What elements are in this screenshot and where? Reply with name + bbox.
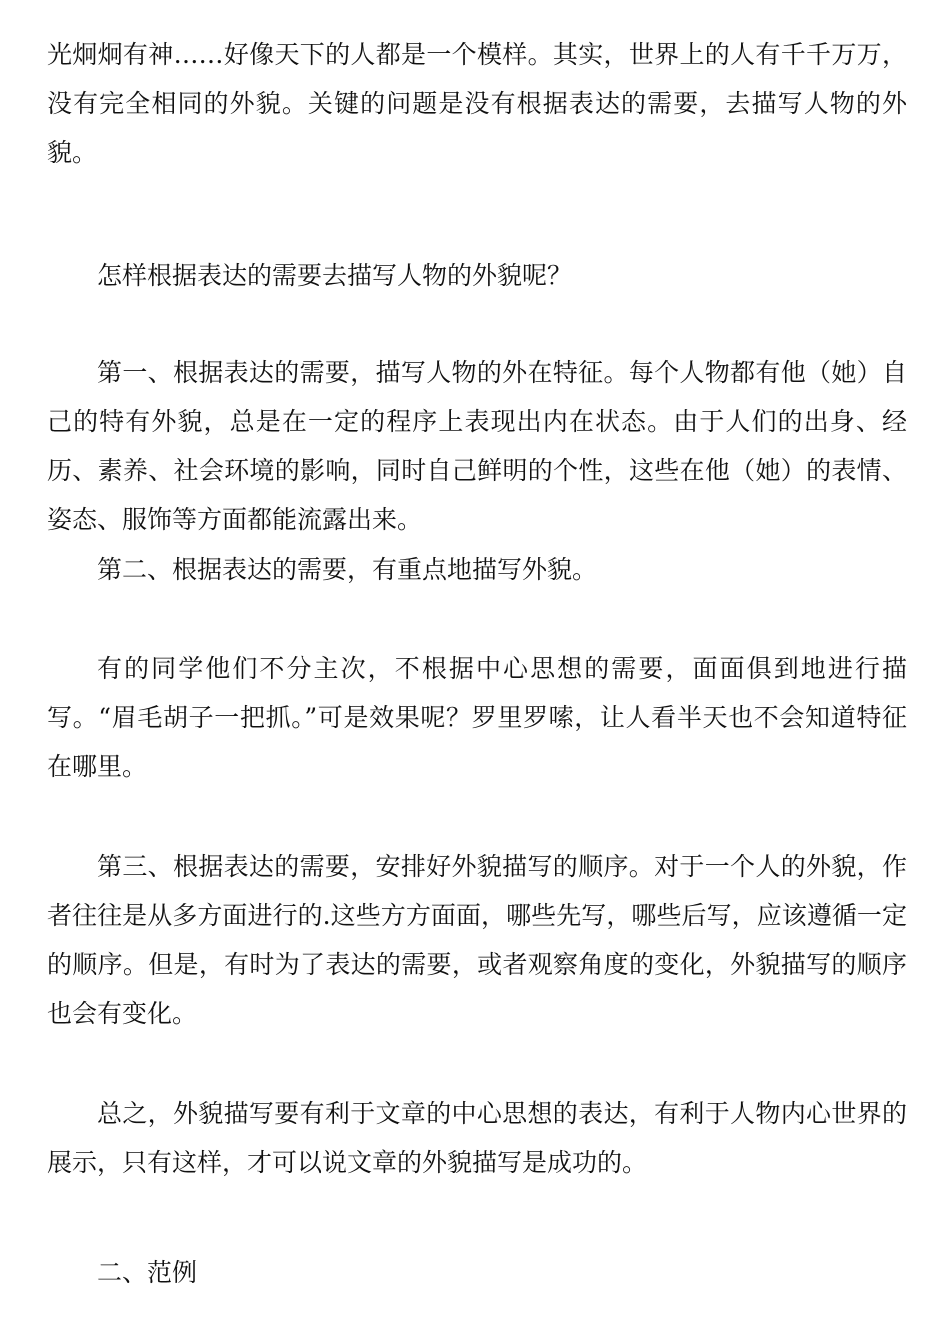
section-heading-examples: 二、范例 — [97, 1258, 198, 1287]
paragraph-question: 怎样根据表达的需要去描写人物的外貌呢？ — [97, 261, 573, 290]
paragraph-point-two-detail: 有的同学他们不分主次，不根据中心思想的需要，面面俱到地进行描写。“眉毛胡子一把抓。”可是效果呢？罗里罗嗦，让人看半天也不会知道特征在哪里。 — [47, 654, 907, 781]
paragraph-appearance-intro: 光炯炯有神……好像天下的人都是一个模样。其实，世界上的人有千千万万，没有完全相同的外貌。关键的问题是没有根据表达的需要，去描写人物的外貌。 — [47, 40, 907, 167]
paragraph-point-two: 第二、根据表达的需要，有重点地描写外貌。 — [97, 555, 598, 584]
paragraph-point-one: 第一、根据表达的需要，描写人物的外在特征。每个人物都有他（她）自己的特有外貌，总是在一定的程序上表现出内在状态。由于人们的出身、经历、素养、社会环境的影响，同时自己鲜明的个性，这些在他（她）的表情、姿态、服饰等方面都能流露出来。 — [47, 358, 907, 534]
paragraph-point-three: 第三、根据表达的需要，安排好外貌描写的顺序。对于一个人的外貌，作者往往是从多方面进行的.这些方方面面，哪些先写，哪些后写，应该遵循一定的顺序。但是，有时为了表达的需要，或者观察角度的变化，外貌描写的顺序也会有变化。 — [47, 852, 907, 1028]
paragraph-conclusion: 总之，外貌描写要有利于文章的中心思想的表达，有利于人物内心世界的展示，只有这样，才可以说文章的外貌描写是成功的。 — [47, 1099, 907, 1177]
